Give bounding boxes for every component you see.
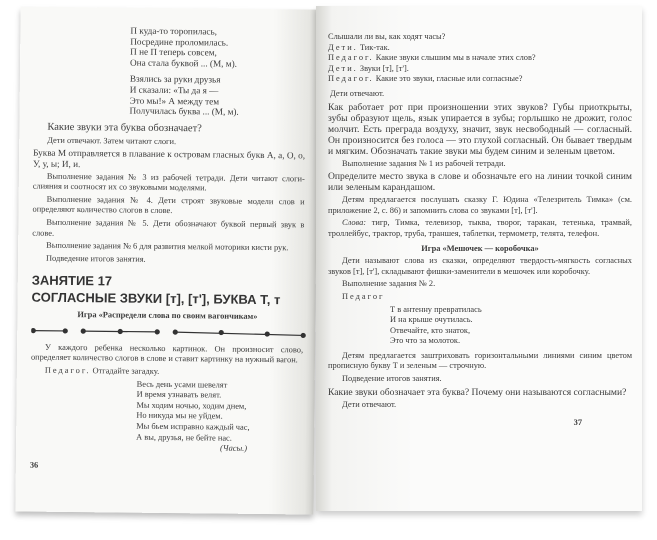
verse-line: Посредине проломилась. [130, 36, 229, 48]
shading: Детям предлагается заштриховать горизонтальными линиями синим цветом прописную букву Т и зеленым — строчную. [328, 350, 632, 371]
verse-line: И сказали: «Ты да я — [129, 84, 219, 96]
left-page [15, 6, 318, 514]
verse-line: И на крыше очутилась. [390, 315, 473, 325]
game-title: Игра «Распредели слова по своим вагончикам» [77, 310, 258, 322]
riddle-line: Мы ходим ночью, ходим днем, [136, 400, 247, 411]
summary: Подведение итогов занятия. [342, 374, 442, 384]
game-text: Дети называют слова из сказки, определяют твердость-мягкость согласных звуков [т], [т'], складывают фишки-заменители в мешочек или коробочку. [328, 256, 632, 276]
speaker: Дети. [328, 63, 358, 73]
right-page [316, 6, 642, 511]
lesson-title: ЗАНЯТИЕ 17 [31, 272, 113, 289]
verse-line: Отвечайте, кто знаток, [390, 325, 471, 335]
riddle-answer: (Часы.) [219, 443, 248, 454]
verse-line: Это мы!» А между тем [129, 95, 220, 107]
verse-line: Получилась буква ... (М, м). [129, 105, 239, 117]
riddle-line: И время узнавать велят. [136, 389, 222, 400]
words-label: Слова: [342, 218, 367, 228]
dialog-line [328, 64, 632, 75]
line-text: Звуки [т], [т']. [359, 63, 409, 73]
line-text: Какие это звуки, гласные или согласные? [375, 74, 523, 84]
teacher-line [31, 366, 303, 379]
dialog [328, 32, 632, 85]
dialog-line [328, 53, 632, 64]
final-answer: Дети отвечают. [342, 399, 397, 409]
paragraph: Выполнение задания № 6 для развития мелкой моторики кисти рук. [46, 240, 289, 253]
dialog-line: Слышали ли вы, как ходят часы? [328, 32, 446, 41]
verse-2 [34, 73, 306, 118]
speaker: Педагог. [328, 74, 374, 84]
verse-line: Т в антенну превратилась [390, 304, 482, 314]
lesson-subtitle: СОГЛАСНЫЕ ЗВУКИ [т], [т'], БУКВА Т, т [31, 289, 281, 308]
final-question: Какие звуки обозначает эта буква? Почему они называются согласными? [328, 386, 627, 398]
verse-line: П куда-то торопилась, [130, 25, 218, 37]
verse-line: Это что за молоток. [390, 336, 461, 346]
verse [328, 305, 632, 347]
page-number: 37 [573, 418, 582, 428]
game-title: Игра «Мешочек — коробочка» [421, 243, 539, 253]
riddle [30, 378, 303, 455]
words: тигр, Тимка, телевизор, тыква, творог, таракан, тетенька, трамвай, троллейбус, трактор, труба, траншея, таблетки, термометр, телята, телефон. [328, 218, 633, 238]
task-2: Выполнение задания № 2. [342, 279, 436, 289]
riddle-line: Но никуда мы не уйдем. [136, 411, 223, 422]
children-answer: Дети отвечают. [330, 88, 385, 98]
explanation: Как работает рот при произношении этих звуков? Губы приоткрыты, зубы образуют щель, язык упирается в зубы; горлышко не дрожит, голос молчит. Есть преграда воздуху, значит, звук несвободный — согласный. Он произносится без голоса — это глухой согласный. Он бывает твердым и мягким. Обозначать такие звуки мы будем синим и зеленым цветом. [328, 101, 632, 157]
riddle-line: Весь день усами шевелят [136, 379, 228, 390]
paragraph: Выполнение задания № 4. Дети строят звуковые модели слов и определяют количество слогов в слове. [32, 194, 305, 216]
left-column [30, 25, 307, 474]
paragraph: Буква М отправляется в плавание к островам гласных букв А, а, О, о, У, у, ы; И, и. [32, 147, 306, 170]
paragraph: Подведение итогов занятия. [45, 253, 146, 264]
line-text: Какие звуки слышим мы в начале этих слов? [375, 53, 536, 63]
page-number: 36 [29, 460, 39, 470]
teacher-text: Отгадайте загадку. [92, 366, 160, 376]
paragraph: Дети отвечают. Затем читают слоги. [47, 135, 177, 146]
dialog-line [328, 74, 632, 85]
paragraph: Выполнение задания № 5. Дети обозначают буквой первый звук в слове. [32, 217, 305, 238]
line-text: Тик-так. [359, 42, 390, 52]
game-text: У каждого ребенка несколько картинок. Он произносит слово, определяет количество слогов в слове и ставит картинку на нужный вагон. [30, 342, 304, 365]
speaker: Дети. [328, 42, 358, 52]
verse-line: П не П теперь совсем, [130, 46, 217, 58]
paragraph: Выполнение задания № 3 из рабочей тетради. Дети читают слоги-слияния и соотносят их со звуковыми моделями. [32, 171, 305, 193]
right-column [328, 32, 632, 429]
riddle-line: А вы, друзья, не бейте нас. [136, 432, 232, 443]
speaker: Педагог. [328, 53, 374, 63]
riddle-line: Мы бьем исправно каждый час, [136, 421, 250, 432]
question: Какие звуки эта буква обозначает? [47, 121, 202, 135]
teacher-label: Педагог. [44, 365, 91, 376]
instruction: Определите место звука в слове и обозначьте его на линии точкой синим или зеленым карандашом. [328, 171, 632, 194]
verse-line: Она стала буквой ... (М, м). [130, 57, 238, 69]
story: Детям предлагается послушать сказку Г. Юдина «Телезритель Тимка» (см. приложение 2, с. 86) и запомнить слова со звуками [т], [т']. [328, 195, 632, 215]
task-1: Выполнение задания № 1 из рабочей тетради. [342, 158, 506, 168]
words-paragraph [328, 218, 632, 239]
verse-1 [34, 25, 306, 70]
wagon-line-diagram [31, 324, 307, 339]
teacher-label: Педагог [342, 291, 385, 301]
dialog-line [328, 43, 632, 54]
verse-line: Взялись за руки друзья [129, 73, 221, 85]
